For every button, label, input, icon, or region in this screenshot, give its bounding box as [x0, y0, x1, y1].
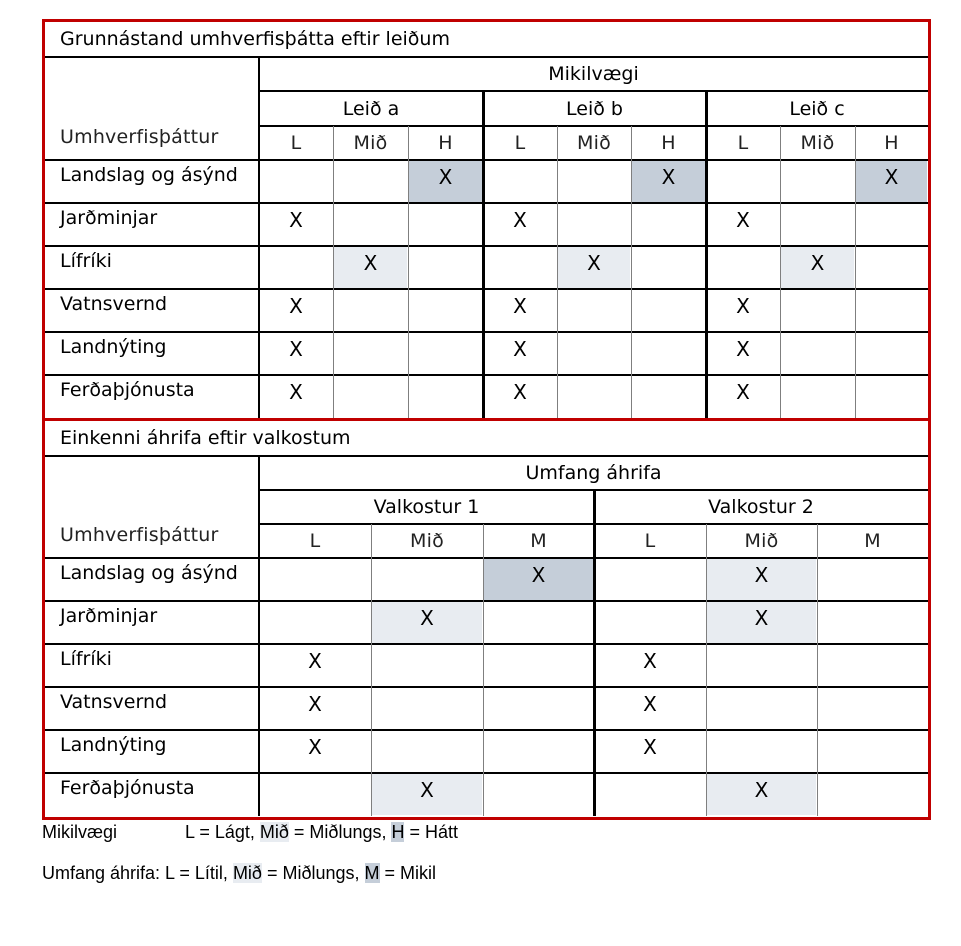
table2-level-header: M	[864, 530, 881, 552]
table1-cell-mark: X	[513, 337, 527, 361]
table1-level-header: H	[661, 132, 676, 154]
table1-cell-mark: X	[438, 165, 453, 189]
legend-extent-part: Umfang áhrifa: L = Lítil,	[42, 863, 233, 883]
table2-level-header: Mið	[410, 530, 444, 552]
table2-cell-mark: X	[531, 563, 546, 587]
table1-level-header: L	[737, 132, 749, 154]
legend-importance-part: H	[391, 822, 405, 842]
table2-level-header: Mið	[744, 530, 779, 552]
table1-cell-mark: X	[513, 294, 527, 318]
table1-row-label: Lífríki	[60, 250, 112, 272]
table1-row-label: Vatnsvernd	[60, 293, 168, 315]
table2-level-header: L	[309, 530, 321, 552]
table2-frame	[42, 418, 931, 820]
table2-cell-mark: X	[754, 778, 769, 802]
legend-importance	[185, 822, 458, 843]
legend-extent-part: M	[364, 863, 380, 883]
table2-cell-mark: X	[420, 778, 434, 802]
table1-cell-mark: X	[587, 251, 601, 275]
legend-importance-part: L = Lágt,	[185, 822, 260, 842]
legend-importance-part: Mið	[259, 822, 289, 842]
table1-row-label: Landslag og ásýnd	[60, 164, 238, 186]
table2-cell-mark: X	[754, 563, 769, 587]
table1-cell-mark: X	[810, 251, 825, 275]
table1-option-header: Leið b	[566, 97, 623, 120]
table1-cell-mark: X	[736, 380, 750, 404]
legend-importance-label: Mikilvægi	[42, 822, 118, 842]
table1-option-header: Leið a	[342, 97, 400, 120]
table1-frame	[42, 19, 931, 421]
table1-level-header: H	[884, 132, 899, 154]
table2-row-label: Lífríki	[60, 648, 112, 670]
table2-cell-mark: X	[643, 692, 657, 716]
table1-row-label: Jarðminjar	[60, 207, 158, 229]
table1-row-label: Ferðaþjónusta	[60, 379, 195, 401]
table2-cell-mark: X	[308, 735, 322, 759]
table1-cell-mark: X	[513, 208, 527, 232]
table2-row-label: Ferðaþjónusta	[60, 777, 195, 799]
legend-importance-part: = Miðlungs,	[288, 822, 392, 842]
legend-extent-part: = Miðlungs,	[261, 863, 365, 883]
table2-option-header: Valkostur 2	[708, 496, 814, 518]
legend-importance-part: = Hátt	[404, 822, 459, 842]
table1-cell-mark: X	[289, 208, 303, 232]
legend-extent-part: Mið	[232, 863, 262, 883]
table1-cell-mark: X	[736, 208, 750, 232]
table1-cell-mark: X	[289, 294, 303, 318]
legend-extent-part: = Mikil	[379, 863, 437, 883]
table1-level-header: Mið	[577, 132, 611, 154]
table1-cell-mark: X	[363, 251, 378, 275]
table2-level-header: L	[644, 530, 656, 552]
table1-cell-mark: X	[736, 337, 750, 361]
table2-group-header: Umfang áhrifa	[525, 462, 662, 484]
table2-cell-mark: X	[754, 606, 769, 630]
table2-row-label: Landnýting	[60, 734, 167, 756]
table2-option-header: Valkostur 1	[373, 496, 480, 518]
table2-row-label: Landslag og ásýnd	[60, 562, 238, 584]
table1-level-header: H	[438, 132, 453, 154]
table2-cell-mark: X	[308, 692, 322, 716]
table2-cell-mark: X	[643, 735, 657, 759]
table1-level-header: Mið	[800, 132, 835, 154]
table1-level-header: L	[514, 132, 526, 154]
table1-cell-mark: X	[513, 380, 527, 404]
table1-option-header: Leið c	[789, 97, 845, 120]
table2-row-header: Umhverfisþáttur	[60, 524, 219, 546]
table2-row-label: Vatnsvernd	[60, 691, 168, 713]
table2-cell-mark: X	[308, 649, 322, 673]
table2-row-label: Jarðminjar	[60, 605, 158, 627]
legend-extent	[42, 863, 436, 884]
table1-cell-mark: X	[884, 165, 899, 189]
table2-cell-mark: X	[420, 606, 434, 630]
table2-level-header: M	[530, 530, 547, 552]
table2-cell-mark: X	[643, 649, 657, 673]
table1-group-header: Mikilvægi	[548, 63, 639, 85]
table1-cell-mark: X	[736, 294, 750, 318]
table1-level-header: L	[290, 132, 302, 154]
table1-row-label: Landnýting	[60, 336, 167, 358]
table1-cell-mark: X	[661, 165, 676, 189]
table1-level-header: Mið	[353, 132, 388, 154]
table1-cell-mark: X	[289, 337, 303, 361]
table2-title: Einkenni áhrifa eftir valkostum	[60, 427, 351, 449]
table1-row-header: Umhverfisþáttur	[60, 126, 219, 148]
table1-cell-mark: X	[289, 380, 303, 404]
table1-title: Grunnástand umhverfisþátta eftir leiðum	[60, 28, 450, 50]
